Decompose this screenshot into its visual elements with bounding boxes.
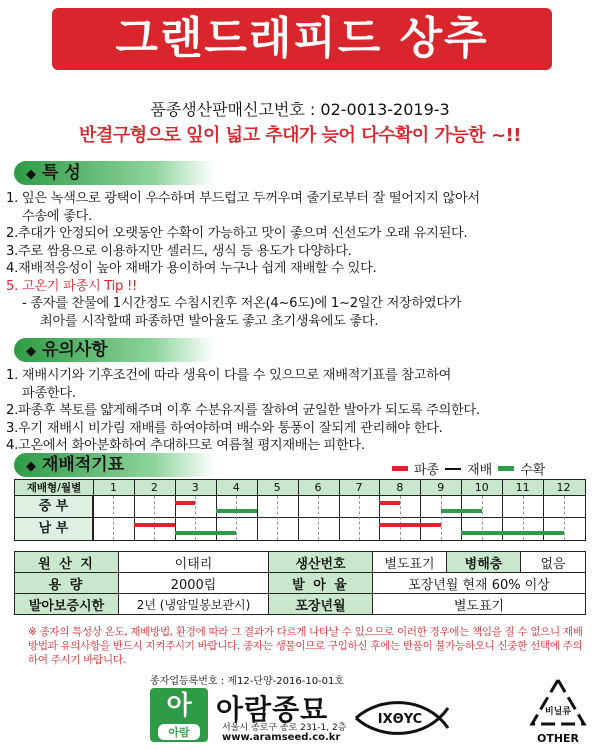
half-month-gridline — [318, 496, 319, 540]
schedule-legend — [392, 459, 545, 478]
legend-sow: 파종 — [414, 463, 440, 478]
pack-date-label: 포장년월 — [269, 594, 373, 615]
company-address: 서울시 종로구 종로 231-1, 2층 — [222, 723, 347, 733]
harvest-bar — [441, 509, 482, 513]
half-month-gridline — [564, 496, 565, 540]
pack-date-value: 별도표기 — [373, 594, 586, 615]
schedule-row-central — [15, 496, 585, 518]
recycle-inner-text: 비닐류 — [544, 707, 572, 717]
list-item: 3.우기 재배시 비가림 재배를 하여야하며 배수와 통풍이 잘되게 관리해야 한다. — [6, 420, 443, 436]
month-label: 7 — [355, 481, 363, 494]
seller-registration: 종자업등록번호 : 제12-단양-2016-10-01호 — [150, 676, 345, 687]
info-table — [14, 551, 586, 615]
list-item: 1. 재배시기와 기후조건에 따라 생육이 다를 수 있으므로 재배적기표를 참고하여 — [6, 368, 452, 383]
grow-swatch — [445, 468, 461, 470]
list-item: - 종자를 찬물에 1시간정도 수침시킨후 저온(4~6도)에 1~2일간 저장하였다가 — [22, 296, 462, 311]
month-divider — [93, 480, 94, 540]
features-heading: ◆ 특 성 — [14, 161, 214, 185]
list-item: 4.재배적응성이 높아 재배가 용이하여 누구나 쉽게 재배할 수 있다. — [6, 261, 377, 276]
list-item: 2.파종후 복토를 얇게해주며 이후 수분유지를 잘하여 균일한 발아가 되도록 주의한다. — [6, 403, 480, 418]
list-item: 수송에 좋다. — [22, 208, 92, 224]
guarantee-value: 2년 (냉암밀봉보관시) — [119, 594, 269, 615]
fish-text: IXΘYC — [377, 712, 423, 727]
recycle-label: OTHER — [536, 732, 580, 745]
list-item: 5. 고온기 파종시 Tip !! — [6, 278, 137, 294]
cautions-heading: ◆ 유의사항 — [14, 338, 214, 362]
legend-grow: 재배 — [467, 463, 493, 478]
germination-label: 발 아 율 — [269, 573, 373, 594]
amount-label: 용 량 — [15, 573, 119, 594]
row-label: 남 부 — [15, 518, 93, 540]
lot-value: 별도표기 — [373, 552, 447, 573]
month-label: 9 — [437, 481, 445, 494]
half-month-gridline — [441, 496, 442, 540]
recycle-icon — [528, 676, 588, 728]
legend-harvest: 수확 — [520, 463, 546, 478]
month-label: 4 — [232, 481, 240, 494]
logo-small-text: 아람 — [158, 724, 200, 740]
harvest-bar — [175, 531, 236, 535]
cautions-list — [6, 367, 596, 455]
schedule-table — [14, 479, 586, 541]
month-divider — [257, 480, 258, 540]
list-item: 3.주로 쌈용으로 이용하지만 셀러드, 생식 등 용도가 다양하다. — [6, 243, 352, 259]
origin-label: 원 산 지 — [15, 552, 119, 573]
schedule-heading: ◆ 재배적기표 — [14, 453, 214, 477]
logo-mark: 아 — [166, 691, 192, 721]
pest-label: 병해충 — [447, 552, 521, 573]
month-label: 5 — [273, 481, 281, 494]
list-item: 4.고온에서 화아분화하여 추대하므로 여름철 평지재배는 피한다. — [6, 438, 365, 453]
schedule-header-label: 재배형/월별 — [26, 482, 82, 494]
list-item: 파종한다. — [22, 385, 76, 401]
row-label: 중 부 — [15, 496, 93, 517]
half-month-gridline — [154, 496, 155, 540]
sow-bar — [379, 523, 440, 527]
diamond-icon: ◆ — [26, 167, 36, 182]
month-label: 11 — [515, 481, 530, 494]
sow-bar — [379, 501, 399, 505]
amount-value: 2000립 — [119, 573, 269, 594]
month-divider — [379, 480, 380, 540]
harvest-swatch — [498, 466, 514, 471]
pest-value: 없음 — [521, 552, 586, 573]
month-divider — [339, 480, 340, 540]
notice-text: ※ 종자의 특성상 온도, 재배방법, 환경에 따라 그 결과가 다르게 나타날 수 있으므로 이러한 경우에는 책임을 질 수 없으니 재배방법과 유의사항을 반드시 지켜주시기 바랍니다. 종자는 생물이므로 구입하신 후에는 반품이 불가능하오니 신중한 선택에 주의하여 주시기 바랍니다. — [28, 626, 583, 666]
half-month-gridline — [113, 496, 114, 540]
diamond-icon: ◆ — [26, 459, 36, 474]
origin-value: 이태리 — [119, 552, 269, 573]
guarantee-label: 발아보증시한 — [15, 594, 119, 615]
month-divider — [134, 480, 135, 540]
month-divider — [420, 480, 421, 540]
company-name: 아람종묘 — [216, 693, 329, 726]
diamond-icon: ◆ — [26, 344, 36, 359]
month-label: 8 — [396, 481, 404, 494]
list-item: 2.추대가 안정되어 오랫동안 수확이 가능하고 맛이 좋으며 신선도가 오래 유지된다. — [6, 226, 468, 241]
harvest-bar — [216, 509, 257, 513]
ichthys-fish-icon — [352, 694, 462, 742]
sow-bar — [175, 501, 195, 505]
company-logo — [150, 688, 208, 742]
company-website: www.aramseed.co.kr — [222, 732, 341, 743]
month-divider — [298, 480, 299, 540]
registration-number: 품종생산판매신고번호 : 02-0013-2019-3 — [150, 100, 450, 119]
month-label: 3 — [191, 481, 199, 494]
month-label: 10 — [474, 481, 489, 494]
half-month-gridline — [236, 496, 237, 540]
list-item: 1. 잎은 녹색으로 광택이 우수하며 부드럽고 두꺼우며 줄기로부터 잘 떨어지지 않아서 — [6, 191, 480, 206]
recycle-mark — [528, 676, 588, 746]
sow-swatch — [392, 466, 408, 471]
half-month-gridline — [359, 496, 360, 540]
schedule-row-south — [15, 518, 585, 540]
month-label: 6 — [314, 481, 322, 494]
product-title: 그랜드래피드 상추 — [52, 8, 552, 70]
month-label: 2 — [150, 481, 158, 494]
lot-label: 생산번호 — [269, 552, 373, 573]
germination-value: 포장년월 현재 60% 이상 — [373, 573, 586, 594]
features-list — [6, 190, 596, 330]
month-label: 12 — [556, 481, 571, 494]
half-month-gridline — [277, 496, 278, 540]
tagline: 반결구형으로 잎이 넓고 추대가 늦어 다수확이 가능한 ~!! — [79, 125, 521, 146]
sow-bar — [134, 523, 175, 527]
month-label: 1 — [109, 481, 117, 494]
list-item: 최아를 시작할때 파종하면 발아율도 좋고 초기생육에도 좋다. — [40, 313, 379, 329]
half-month-gridline — [400, 496, 401, 540]
harvest-bar — [461, 531, 563, 535]
